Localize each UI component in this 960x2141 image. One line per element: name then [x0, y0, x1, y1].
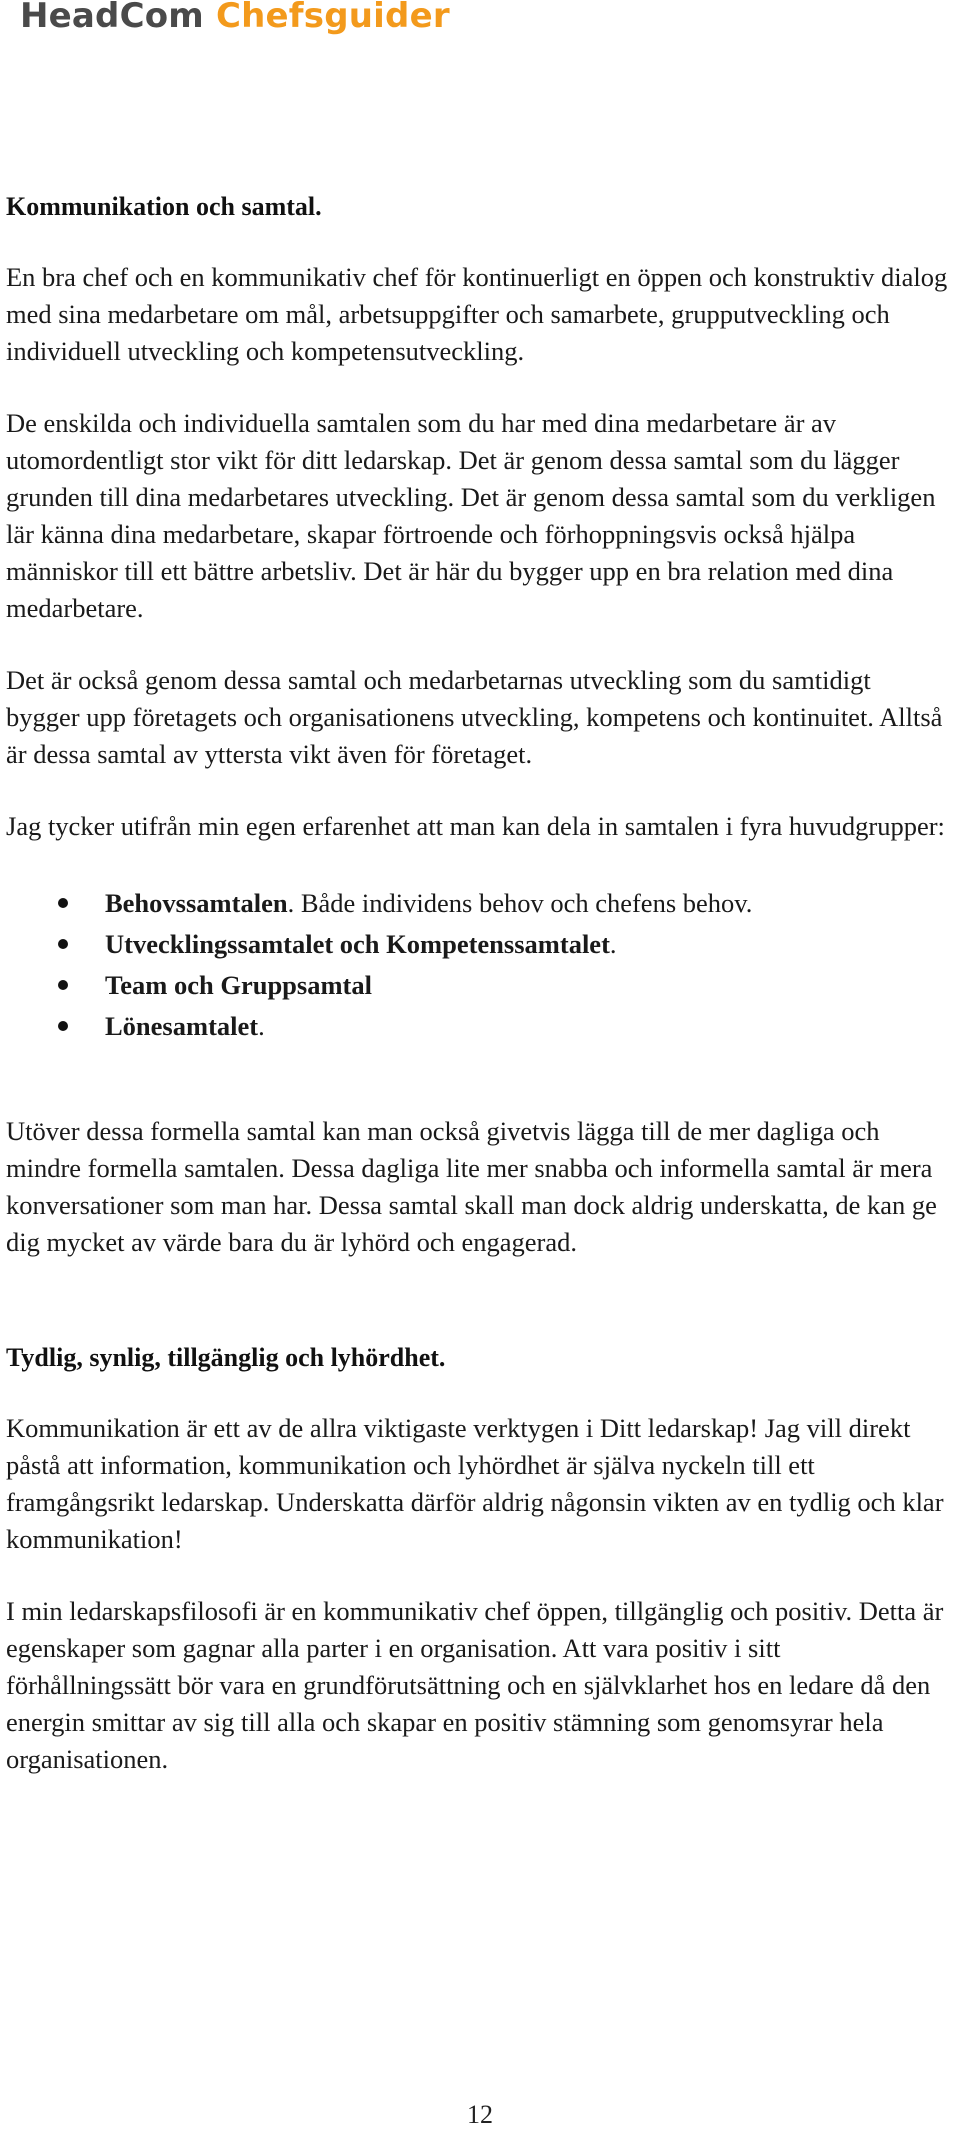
paragraph: Jag tycker utifrån min egen erfarenhet att man kan dela in samtalen i fyra huvudgrupper: — [6, 811, 945, 841]
paragraph: De enskilda och individuella samtalen som du har med dina medarbetare är av utomordentligt stor vikt för ditt ledarskap. Det är genom dessa samtal som du lägger grunden till dina medarbetares utveckling. Det är genom dessa samtal som du verkligen lär känna dina medarbetare, skapar förtroende och förhoppningsvis också hjälpa människor till ett bättre arbetsliv. Det är här du bygger upp en bra relation med dina medarbetare. — [6, 408, 936, 623]
paragraph: En bra chef och en kommunikativ chef för kontinuerligt en öppen och konstruktiv dialog med sina medarbetare om mål, arbetsuppgifter och samarbete, grupputveckling och individuell utveckling och kompetensutveckling. — [6, 262, 948, 366]
bullet-icon — [58, 1021, 68, 1031]
list-item — [6, 1006, 950, 1047]
list-item — [6, 965, 950, 1006]
section-heading-tydlig: Tydlig, synlig, tillgänglig och lyhördhet. — [6, 1343, 446, 1372]
bullet-icon — [58, 898, 68, 908]
paragraph: I min ledarskapsfilosofi är en kommunikativ chef öppen, tillgänglig och positiv. Detta är egenskaper som gagnar alla parter i en organisation. Att vara positiv i sitt förhållningssätt bör vara en grundförutsättning och en självklarhet hos en ledare då den energin smittar av sig till alla och skapar en positiv stämning som genomsyrar hela organisationen. — [6, 1596, 944, 1774]
bullet-icon — [58, 939, 68, 949]
brand-logo — [20, 0, 450, 38]
page-number: 12 — [467, 2100, 493, 2129]
list-item-text: . — [258, 1011, 265, 1041]
conversation-types-list — [6, 883, 950, 1047]
brand-name-part1: HeadCom — [20, 0, 204, 36]
list-item — [6, 883, 950, 924]
brand-name-part2: Chefsguider — [215, 0, 450, 36]
list-item-text: . — [609, 929, 617, 959]
list-item-text: . Både individens behov och chefens behov. — [287, 888, 753, 918]
list-item-title: Utvecklingssamtalet och Kompetenssamtalet — [105, 929, 610, 959]
list-item-title: Behovssamtalen — [105, 888, 288, 918]
paragraph: Utöver dessa formella samtal kan man också givetvis lägga till de mer dagliga och mindre formella samtalen. Dessa dagliga lite mer snabba och informella samtal är mera konversationer som man har. Dessa samtal skall man dock aldrig underskatta, de kan ge dig mycket av värde bara du är lyhörd och engagerad. — [6, 1116, 937, 1257]
paragraph: Det är också genom dessa samtal och medarbetarnas utveckling som du samtidigt bygger upp företagets och organisationens utveckling, kompetens och kontinuitet. Alltså är dessa samtal av yttersta vikt även för företaget. — [6, 665, 943, 769]
paragraph: Kommunikation är ett av de allra viktigaste verktygen i Ditt ledarskap! Jag vill direkt påstå att information, kommunikation och lyhördhet är själva nyckeln till ett framgångsrikt ledarskap. Underskatta därför aldrig någonsin vikten av en tydlig och klar kommunikation! — [6, 1413, 944, 1554]
main-content — [6, 190, 950, 1778]
bullet-icon — [58, 980, 68, 990]
list-item-title: Team och Gruppsamtal — [105, 970, 372, 1000]
list-item — [6, 924, 950, 965]
section-heading-kommunikation: Kommunikation och samtal. — [6, 192, 322, 221]
list-item-title: Lönesamtalet — [105, 1011, 259, 1041]
